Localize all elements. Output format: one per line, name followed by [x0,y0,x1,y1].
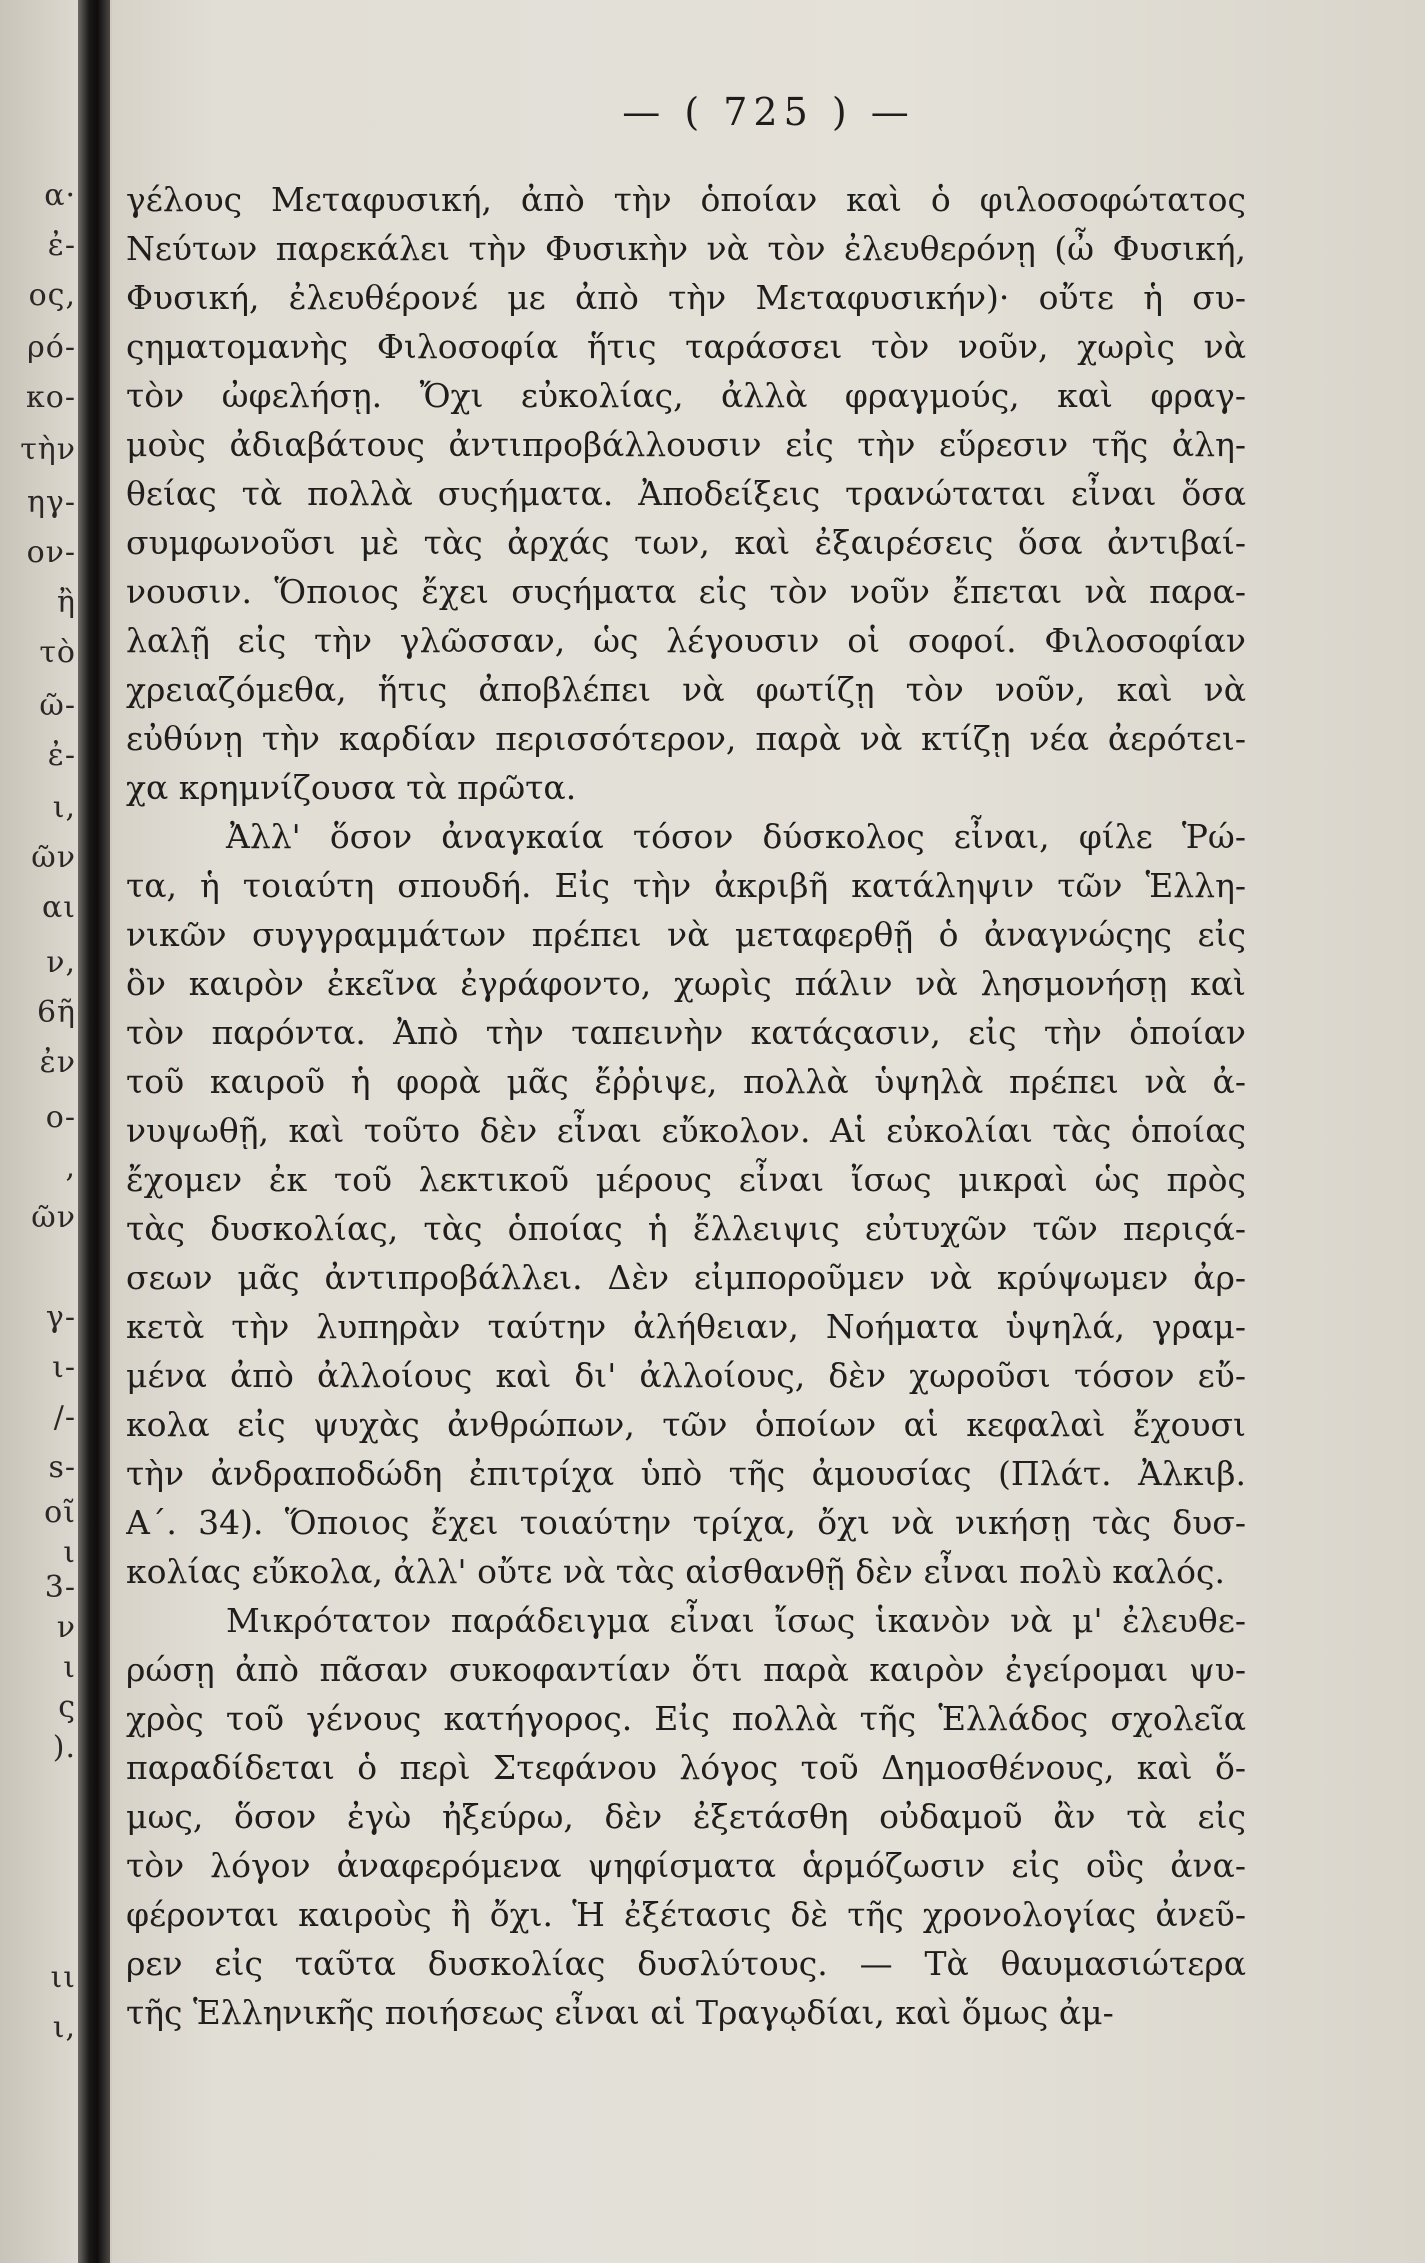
text-line: χα κρημνίζουσα τὰ πρῶτα. [126,768,577,807]
text-line: Α΄. 34). Ὅποιος ἔχει τοιαύτην τρίχα, ὄχι νὰ νικήσῃ τὰς δυσ- [126,1503,1246,1542]
text-line: νικῶν συγγραμμάτων πρέπει νὰ μεταφερθῇ ὁ ἀναγνώςης εἰς [126,915,1246,954]
left-page-fragment: ). [52,1730,76,1765]
left-page-fragment: τὴν [20,432,76,467]
text-line: μένα ἀπὸ ἀλλοίους καὶ δι' ἀλλοίους, δὲν χωροῦσι τόσον εὔ- [126,1356,1246,1395]
left-page-fragment: οῖ [44,1495,76,1530]
text-line: φέρονται καιροὺς ἢ ὄχι. Ἡ ἐξέτασις δὲ τῆς χρονολογίας ἀνεῦ- [126,1895,1246,1934]
left-page-fragment: ρό- [27,330,76,365]
left-page-fragment: ι, [52,790,76,825]
text-line: ρεν εἰς ταῦτα δυσκολίας δυσλύτους. — Τὰ θαυμασιώτερα [126,1944,1246,1983]
left-page-fragment: s- [48,1450,76,1485]
right-page [112,0,1425,2263]
text-line: τῆς Ἑλληνικῆς ποιήσεως εἶναι αἱ Τραγῳδίαι, καὶ ὅμως ἀμ- [126,1993,1114,2032]
left-page-fragment: κο- [26,380,76,415]
left-page-fragment: ιι [50,1960,76,1995]
left-page-fragment: ῶ- [39,688,76,723]
page-header: — ( 725 ) — [622,90,915,134]
left-page-fragment: , [65,1150,76,1185]
text-line: Νεύτων παρεκάλει τὴν Φυσικὴν νὰ τὸν ἐλευθερόνῃ (ὦ Φυσική, [126,229,1246,268]
text-line: εὐθύνῃ τὴν καρδίαν περισσότερον, παρὰ νὰ κτίζῃ νέα ἀερότει- [126,719,1246,758]
left-page-fragment: ἐ- [47,228,76,263]
left-page-fragment: ς [58,1690,76,1725]
text-line: χρὸς τοῦ γένους κατήγορος. Εἰς πολλὰ τῆς Ἑλλάδος σχολεῖα [126,1699,1246,1738]
left-page-fragment: ηγ- [26,485,76,520]
left-page-fragment: /- [53,1400,76,1435]
text-line: κετὰ τὴν λυπηρὰν ταύτην ἀλήθειαν, Νοήματα ὑψηλά, γραμ- [126,1307,1246,1346]
left-page-fragment: ἐν [39,1045,76,1080]
left-page-fragment: 6ῆ [36,995,76,1030]
left-page-margin [0,0,112,2263]
text-line: ὃν καιρὸν ἐκεῖνα ἐγράφοντο, χωρὶς πάλιν νὰ λησμονήσῃ καὶ [126,964,1246,1003]
text-line: τα, ἡ τοιαύτη σπουδή. Εἰς τὴν ἀκριβῆ κατάληψιν τῶν Ἑλλη- [126,866,1246,905]
left-page-fragment: ον- [26,535,76,570]
left-page-fragment: ος, [28,278,76,313]
left-page-fragment: τὸ [39,635,76,670]
text-line: Μικρότατον παράδειγμα εἶναι ἴσως ἱκανὸν νὰ μ' ἐλευθε- [226,1601,1246,1640]
left-page-fragment: ι [63,1535,76,1570]
text-line: θείας τὰ πολλὰ συςήματα. Ἀποδείξεις τρανώταται εἶναι ὅσα [126,474,1246,513]
left-page-fragment: ι- [52,1350,76,1385]
text-line: Φυσική, ἐλευθέρονέ με ἀπὸ τὴν Μεταφυσικήν)· οὔτε ἡ συ- [126,278,1246,317]
text-line: συμφωνοῦσι μὲ τὰς ἀρχάς των, καὶ ἐξαιρέσεις ὅσα ἀντιβαί- [126,523,1246,562]
text-line: τὸν παρόντα. Ἀπὸ τὴν ταπεινὴν κατάςασιν, εἰς τὴν ὁποίαν [126,1013,1246,1052]
text-line: τὴν ἀνδραποδώδη ἐπιτρίχα ὑπὸ τῆς ἀμουσίας (Πλάτ. Ἀλκιβ. [126,1454,1246,1493]
left-page-fragment: α· [44,178,76,213]
text-line: παραδίδεται ὁ περὶ Στεφάνου λόγος τοῦ Δημοσθένους, καὶ ὅ- [126,1748,1246,1787]
text-line: ἔχομεν ἐκ τοῦ λεκτικοῦ μέρους εἶναι ἴσως μικραὶ ὡς πρὸς [126,1160,1246,1199]
body-text [126,175,1246,2037]
text-line: σεων μᾶς ἀντιπροβάλλει. Δὲν εἰμποροῦμεν νὰ κρύψωμεν ἀρ- [126,1258,1246,1297]
text-line: νυψωθῇ, καὶ τοῦτο δὲν εἶναι εὔκολον. Αἱ εὐκολίαι τὰς ὁποίας [126,1111,1246,1150]
text-line: ρώσῃ ἀπὸ πᾶσαν συκοφαντίαν ὅτι παρὰ καιρὸν ἐγείρομαι ψυ- [126,1650,1246,1689]
text-line: λαλῇ εἰς τὴν γλῶσσαν, ὡς λέγουσιν οἱ σοφοί. Φιλοσοφίαν [126,621,1246,660]
left-page-fragment: ἢ [57,585,76,620]
text-line: νουσιν. Ὅποιος ἔχει συςήματα εἰς τὸν νοῦν ἔπεται νὰ παρα- [126,572,1246,611]
text-line: τοῦ καιροῦ ἡ φορὰ μᾶς ἔῤῥιψε, πολλὰ ὑψηλὰ πρέπει νὰ ἀ- [126,1062,1246,1101]
text-line: κολα εἰς ψυχὰς ἀνθρώπων, τῶν ὁποίων αἱ κεφαλαὶ ἔχουσι [126,1405,1246,1444]
text-line: γέλους Μεταφυσική, ἀπὸ τὴν ὁποίαν καὶ ὁ φιλοσοφώτατος [126,180,1246,219]
text-line: μως, ὅσον ἐγὼ ἠξεύρω, δὲν ἐξετάσθη οὐδαμοῦ ἂν τὰ εἰς [126,1797,1246,1836]
left-page-fragment: ι, [52,2010,76,2045]
text-line: τὸν λόγον ἀναφερόμενα ψηφίσματα ἁρμόζωσιν εἰς οὓς ἀνα- [126,1846,1246,1885]
text-line: μοὺς ἀδιαβάτους ἀντιπροβάλλουσιν εἰς τὴν εὕρεσιν τῆς ἀλη- [126,425,1246,464]
text-line: χρειαζόμεθα, ἥτις ἀποβλέπει νὰ φωτίζῃ τὸν νοῦν, καὶ νὰ [126,670,1246,709]
text-line: τὰς δυσκολίας, τὰς ὁποίας ἡ ἔλλειψις εὐτυχῶν τῶν περιςά- [126,1209,1246,1248]
text-line: κολίας εὔκολα, ἀλλ' οὔτε νὰ τὰς αἰσθανθῇ δὲν εἶναι πολὺ καλός. [126,1552,1225,1591]
left-page-fragment: ν, [46,945,76,980]
text-line: τὸν ὠφελήσῃ. Ὄχι εὐκολίας, ἀλλὰ φραγμούς, καὶ φραγ- [126,376,1246,415]
text-line: ςηματομανὴς Φιλοσοφία ἥτις ταράσσει τὸν νοῦν, χωρὶς νὰ [126,327,1246,366]
book-gutter [78,0,110,2263]
left-page-fragment: ι [63,1650,76,1685]
left-page-fragment: αι [41,890,76,925]
left-page-fragment: ῶν [31,840,76,875]
left-page-fragment: ἐ- [47,738,76,773]
text-line: Ἀλλ' ὅσον ἀναγκαία τόσον δύσκολος εἶναι, φίλε Ῥώ- [226,817,1246,856]
left-page-fragment: γ- [45,1300,76,1335]
left-page-fragment: 3- [44,1570,76,1605]
left-page-fragment: ῶν [31,1200,76,1235]
left-page-fragment: ο- [45,1100,76,1135]
left-page-fragment: ν [56,1610,76,1645]
